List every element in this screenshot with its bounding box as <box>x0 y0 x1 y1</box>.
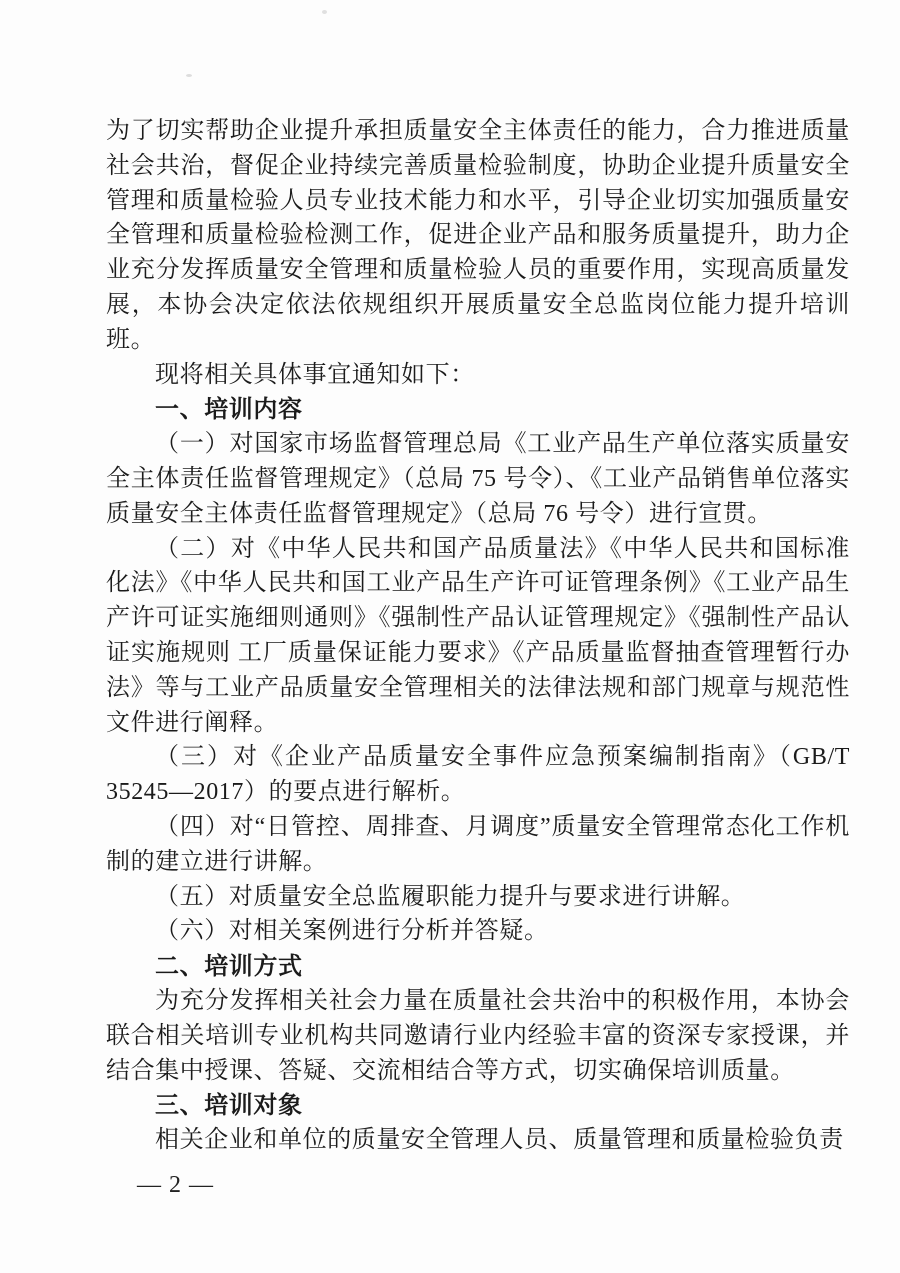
notice-lead-line: 现将相关具体事宜通知如下： <box>155 361 475 388</box>
heading-training-method: 二、培训方式 <box>155 952 303 981</box>
heading-training-content: 一、培训内容 <box>155 395 303 424</box>
training-content-item-2: （二）对《中华人民共和国产品质量法》《中华人民共和国标准化法》《中华人民共和国工业产品生产许可证管理条例》《工业产品生产许可证实施细则通则》《强制性产品认证管理规定》《强制性产品认证实施规则 工厂质量保证能力要求》《产品质量监督抽查管理暂行办法》等与工业产品质量安全管理相关的法律法规和部门规章与规范性文件进行阐释。 <box>106 535 850 736</box>
training-audience-paragraph: 相关企业和单位的质量安全管理人员、质量管理和质量检验负责 <box>155 1127 844 1154</box>
training-method-paragraph: 为充分发挥相关社会力量在质量社会共治中的积极作用，本协会联合相关培训专业机构共同邀请行业内经验丰富的资深专家授课，并结合集中授课、答疑、交流相结合等方式，切实确保培训质量。 <box>106 987 850 1084</box>
page-number: — 2 — <box>137 1172 214 1198</box>
intro-paragraph-continued: 为了切实帮助企业提升承担质量安全主体责任的能力，合力推进质量社会共治，督促企业持续完善质量检验制度，协助企业提升质量安全管理和质量检验人员专业技术能力和水平，引导企业切实加强质量安全管理和质量检验检测工作，促进企业产品和服务质量提升，助力企业充分发挥质量安全管理和质量检验人员的重要作用，实现高质量发展，本协会决定依法依规组织开展质量安全总监岗位能力提升培训班。 <box>106 118 850 353</box>
training-content-item-5: （五）对质量安全总监履职能力提升与要求进行讲解。 <box>155 883 746 910</box>
document-body <box>106 114 850 1158</box>
training-content-item-3: （三）对《企业产品质量安全事件应急预案编制指南》（GB/T 35245—2017）的要点进行解析。 <box>106 744 850 806</box>
heading-training-audience: 三、培训对象 <box>155 1091 303 1120</box>
training-content-item-4: （四）对“日管控、周排查、月调度”质量安全管理常态化工作机制的建立进行讲解。 <box>106 813 850 875</box>
training-content-item-6: （六）对相关案例进行分析并答疑。 <box>155 918 549 945</box>
scan-artifact-speck <box>322 10 327 14</box>
scan-artifact-speck <box>186 74 192 77</box>
training-content-item-1: （一）对国家市场监督管理总局《工业产品生产单位落实质量安全主体责任监督管理规定》（总局 75 号令）、《工业产品销售单位落实质量安全主体责任监督管理规定》（总局 76 号令）进行宣贯。 <box>106 431 850 527</box>
